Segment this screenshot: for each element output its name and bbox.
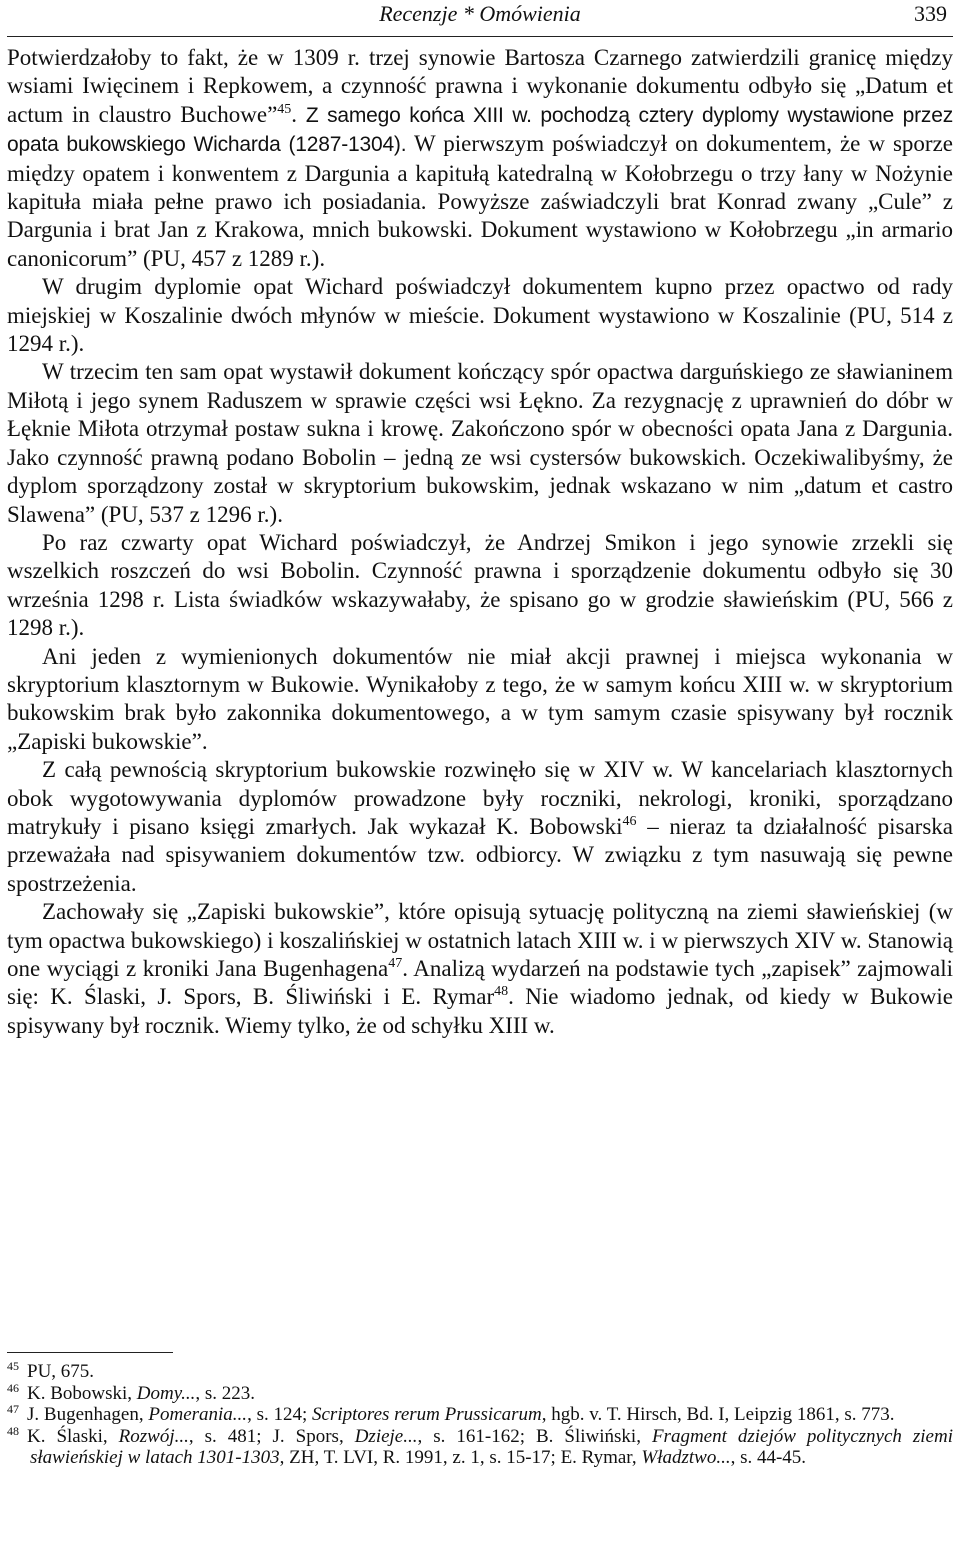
footnote-47: $^{47}$ J. Bugenhagen, Pomerania..., s. 124; Scriptores rerum Prussicarum, hgb. v. T. Hirsch, Bd. I, Leipzig 1861, s. 773. xyxy=(7,1402,895,1425)
paragraph-1-text-e: Powyższe zaświadczyli brat Konrad zwany „Cule” z Dargunia i brat Jan z Krakowa, mnich bukowski. Dokument wystawiono w Kołobrzegu „in armario canonicorum” (PU, 457 z 1289 r.). xyxy=(7,189,953,271)
paragraph-1-text-c: Z samego końca XIII w. pochodzą cztery dyplomy wystawione przez opata bukowskiego Wicharda (1287-1304). xyxy=(7,103,954,157)
paragraph-5: Ani jeden z wymienionych dokumentów nie miał akcji prawnej i miejsca wykonania w skryptorium klasztornym w Bukowie. Wynikałoby z tego, że w samym końcu XIII w. w skryptorium bukowskim brak było zakonnika dokumentowego, a w tym samym czasie spisywany był rocznik „Zapiski bukowskie”. xyxy=(7,643,953,754)
paragraph-1 xyxy=(7,44,953,273)
footnotes xyxy=(7,1361,953,1469)
paragraph-3: W trzecim ten sam opat wystawił dokument kończący spór opactwa darguńskiego ze sławianinem Miłotą i jego synem Raduszem w sprawie części wsi Łękno. Za rezygnację z uprawnień do dóbr w Łęknie Miłota otrzymał postaw sukna i krowę. Zakończono spór w obecności opata Jana z Dargunia. Jako czynność prawną podano Bobolin – jedną ze wsi cystersów bukowskich. Oczekiwalibyśmy, że dyplom sporządzony został w skryptorium bukowskim, jednak wskazano w nim „datum et castro Slawena” (PU, 537 z 1296 r.). xyxy=(7,359,953,527)
footnote-title: Fragment dziejów politycznych ziemi sławieńskiej w latach 1301-1303 xyxy=(30,1425,953,1468)
footnote-ref-45[interactable]: 45 xyxy=(277,101,292,117)
paragraph-2: W drugim dyplomie opat Wichard poświadczył dokumentem kupno przez opactwo od rady miejskiej w Koszalinie dwóch młynów w mieście. Dokument wystawiono w Koszalinie (PU, 514 z 1294 r.). xyxy=(7,274,953,357)
footnote-separator xyxy=(7,1352,173,1353)
paragraph-6 xyxy=(7,756,953,898)
footnote-text: , s. 223. xyxy=(195,1382,256,1404)
footnote-ref-48[interactable]: 48 xyxy=(494,984,509,1000)
paragraph-1-text-d: W pierwszym poświadczył on dokumentem, że w sporze między opatem i konwentem z Dargunia a kapitułą katedralną w Kołobrzegu o trzy łany w Nożynie kapituła miała pełne prawo ich posiadania. xyxy=(7,131,953,215)
footnote-text: K. Bobowski, xyxy=(27,1382,137,1404)
footnote-48: $^{48}$ K. Ślaski, Rozwój..., s. 481; J. Spors, Dzieje..., s. 161-162; B. Śliwiński, Fragment dziejów politycznych ziemi sławieńskiej w latach 1301-1303, ZH, T. LVI, R. 1991, z. 1, s. 15-17; E. Rymar, Władztwo..., s. 44-45. xyxy=(7,1423,953,1468)
paragraph-4: Po raz czwarty opat Wichard poświadczył, że Andrzej Smikon i jego synowie zrzekli się wszelkich roszczeń do wsi Bobolin. Czynność prawna i sporządzenie dokumentu odbyło się 30 września 1298 r. Lista świadków wskazywałaby, że spisano go w grodzie sławieńskim (PU, 566 z 1298 r.). xyxy=(7,529,953,641)
footnote-ref-46[interactable]: 46 xyxy=(622,813,637,829)
footnote-text: , hgb. v. T. Hirsch, Bd. I, Leipzig 1861, s. 773. xyxy=(541,1404,895,1425)
footnote-text: K. Ślaski, xyxy=(27,1425,119,1447)
paragraph-6-text-b: – nieraz ta działalność pisarska przeważała nad spisywaniem dokumentów tzw. odbiorcy. W związku z tym nasuwają się pewne spostrzeżenia. xyxy=(7,813,953,896)
footnote-title: Rozwój... xyxy=(118,1425,189,1447)
paragraph-7-text-c: . Nie wiadomo jednak, od kiedy w Bukowie spisywany był rocznik. Wiemy tylko, że od schyłku XIII w. xyxy=(7,984,953,1038)
footnote-title: Domy... xyxy=(136,1382,196,1404)
paragraph-7 xyxy=(7,898,953,1040)
footnote-text: , s. 124; xyxy=(247,1404,312,1425)
footnote-46: $^{46}$ K. Bobowski, Domy..., s. 223. xyxy=(7,1380,256,1404)
footnote-ref-47[interactable]: 47 xyxy=(388,956,403,971)
footnote-text: , ZH, T. LVI, R. 1991, z. 1, s. 15-17; E. Rymar, xyxy=(279,1447,642,1468)
paragraph-7-text-a: Zachowały się „Zapiski bukowskie”, które opisują sytuację polityczną na ziemi sławieńskiej (w tym opactwa bukowskiego) i koszalińskiej w ostatnich latach XIII w. i w pierwszych XIV w. Stanowią one wyciągi z kroniki Jana Bugenhagena xyxy=(7,899,953,981)
footnote-45: $^{45}$ PU, 675. xyxy=(7,1359,95,1382)
paragraph-1-text-b: . xyxy=(291,101,306,127)
footnote-title: Dzieje... xyxy=(354,1425,418,1447)
page-number: 339 xyxy=(914,1,947,26)
footnote-title: Pomerania... xyxy=(148,1404,248,1425)
footnote-text: , s. 481; J. Spors, xyxy=(188,1425,355,1447)
footnote-text: , s. 44-45. xyxy=(730,1447,807,1468)
paragraph-6-text-a: Z całą pewnością skryptorium bukowskie rozwinęło się w XIV w. W kancelariach klasztornych obok wygotowywania dyplomów prowadzone były roczniki, nekrologi, kroniki, sporządzano matrykuły i pisano księgi zmarłych. Jak wykazał K. Bobowski xyxy=(7,757,953,839)
paragraph-7-text-b: . Analizą wydarzeń na podstawie tych „zapisek” zajmowali się: K. Ślaski, J. Spors, B. Śliwiński i E. Rymar xyxy=(7,956,953,1010)
running-title: Recenzje * Omówienia xyxy=(379,1,581,26)
footnote-text: , s. 161-162; B. Śliwiński, xyxy=(417,1425,652,1447)
article-body xyxy=(7,44,953,1040)
footnote-title: Władztwo... xyxy=(641,1447,731,1468)
footnote-text: J. Bugenhagen, xyxy=(27,1404,149,1425)
footnote-text: PU, 675. xyxy=(27,1361,95,1382)
paragraph-1-text-a: Potwierdzałoby to fakt, że w 1309 r. trzej synowie Bartosza Czarnego zatwierdzili granicę między wsiami Iwięcinem i Repkowem, a czynność prawna i wykonanie dokumentu odbyło się „Datum et actum in claustro Buchowe” xyxy=(7,45,953,127)
footnote-title: Scriptores rerum Prussicarum xyxy=(312,1404,542,1425)
running-header xyxy=(7,0,953,37)
